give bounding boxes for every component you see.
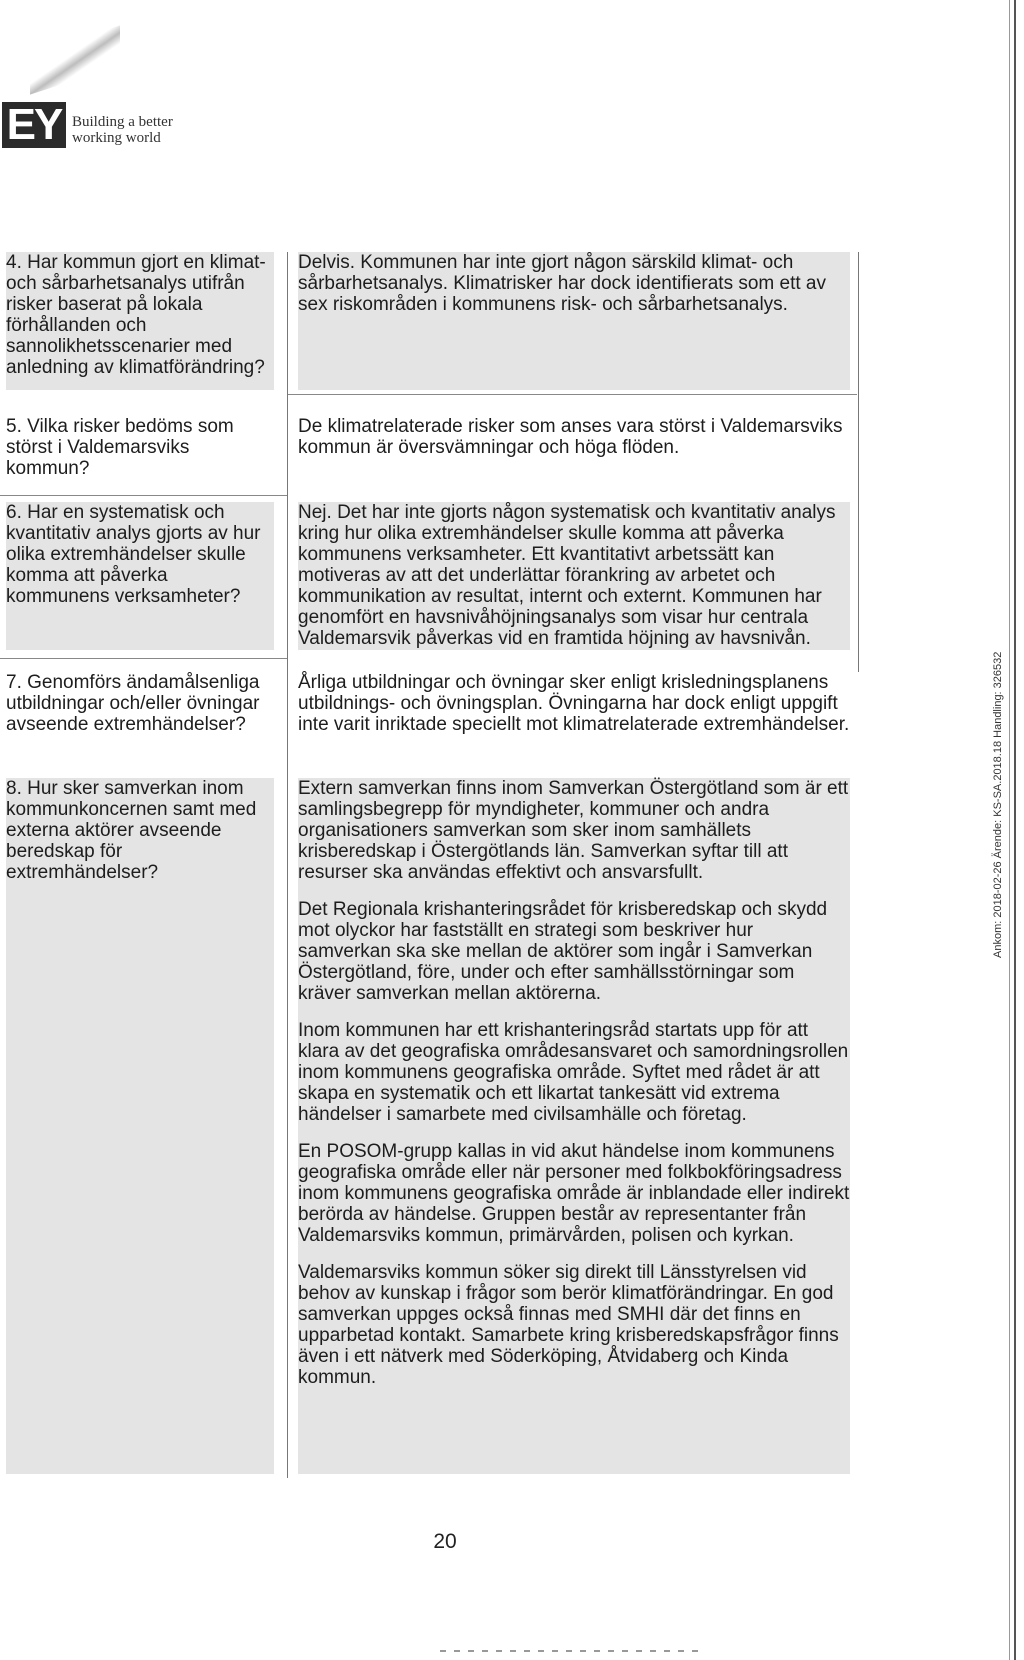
ey-logo: EY <box>2 102 66 148</box>
margin-stamp: Ankom: 2018-02-26 Ärende: KS-SA.2018.18 Handling: 326532 <box>992 651 1004 958</box>
row-divider <box>0 658 287 659</box>
page-number: 20 <box>433 1530 457 1553</box>
answer-paragraph: Årliga utbildningar och övningar sker enligt krisledningsplanens utbildnings- och övningsplan. Övningarna har dock enligt uppgift inte varit inriktade speciellt mot klimatrelaterade extremhändelser. <box>298 672 850 735</box>
logo-tagline <box>72 114 212 146</box>
logo-tagline-line2: working world <box>72 130 161 146</box>
table-row <box>0 252 860 392</box>
answer-paragraph: En POSOM-grupp kallas in vid akut händelse inom kommunens geografiska område eller när personer med folkbokföringsadress inom kommunens geografiska område är inblandade eller indirekt berörda av händelse. Gruppen består av representanter från Valdemarsviks kommun, primärvården, polisen och kyrkan. <box>298 1141 850 1246</box>
table-row <box>0 672 860 768</box>
table-right-border <box>858 252 859 672</box>
table-row <box>0 416 860 486</box>
answer-cell <box>298 252 850 390</box>
question-cell: 5. Vilka risker bedöms som störst i Valdemarsviks kommun? <box>6 416 234 479</box>
answer-paragraph: Det Regionala krishanteringsrådet för krisberedskap och skydd mot olyckor har fastställt en strategi som beskriver hur samverkan ska ske mellan de aktörer som ingår i Samverkan Östergötland, före, under och efter samhällsstörningar som kräver samverkan mellan aktörerna. <box>298 899 828 1004</box>
row-divider <box>287 394 857 395</box>
question-cell: 6. Har en systematisk och kvantitativ analys gjorts av hur olika extremhändelser skulle komma att påverka kommunens verksamheter? <box>6 502 274 650</box>
answer-cell <box>298 672 850 751</box>
page-edge-line-inner <box>1009 0 1010 1660</box>
table-row <box>0 778 860 1478</box>
answer-paragraph: Extern samverkan finns inom Samverkan Östergötland som är ett samlingsbegrepp för myndigheter, kommuner och andra organisationers samverkan som sker inom samhällets krisberedskap i Östergötlands län. Samverkan syftar till att resurser ska användas effektivt och ansvarsfullt. <box>298 778 849 883</box>
answer-cell <box>298 502 850 650</box>
answer-paragraph: Delvis. Kommunen har inte gjort någon särskild klimat- och sårbarhetsanalys. Klimatrisker har dock identifierats som ett av sex riskområden i kommunens risk- och sårbarhetsanalys. <box>298 252 826 315</box>
page-edge-line <box>1014 0 1016 1660</box>
question-cell: 7. Genomförs ändamålsenliga utbildningar och/eller övningar avseende extremhändelser? <box>6 672 260 735</box>
column-divider <box>287 252 288 1478</box>
answer-cell <box>298 778 850 1474</box>
question-cell: 4. Har kommun gjort en klimat- och sårbarhetsanalys utifrån risker baserat på lokala förhållanden och sannolikhetsscenarier med anledning av klimatförändring? <box>6 252 274 390</box>
answer-paragraph: Valdemarsviks kommun söker sig direkt till Länsstyrelsen vid behov av kunskap i frågor som berör klimatförändringar. En god samverkan uppges också finnas med SMHI där det finns en upparbetad kontakt. Samarbete kring krisberedskapsfrågor finns även i ett nätverk med Söderköping, Åtvidaberg och Kinda kommun. <box>298 1262 839 1388</box>
logo-tagline-line1: Building a better <box>72 114 173 130</box>
table-row <box>0 502 860 652</box>
scan-artifact <box>440 1650 700 1652</box>
answer-cell <box>298 416 850 474</box>
question-cell: 8. Hur sker samverkan inom kommunkoncernen samt med externa aktörer avseende beredskap för extremhändelser? <box>6 778 274 1474</box>
answer-paragraph: Inom kommunen har ett krishanteringsråd startats upp för att klara av det geografiska områdesansvaret och samordningsrollen inom kommunens geografiska område. Syftet med rådet är att skapa en systematik och ett likartat tankesätt vid extrema händelser i samarbete med civilsamhälle och företag. <box>298 1020 849 1125</box>
logo-beam-icon <box>30 25 120 94</box>
answer-paragraph: De klimatrelaterade risker som anses vara störst i Valdemarsviks kommun är översvämningar och höga flöden. <box>298 416 843 458</box>
row-divider <box>0 495 287 496</box>
answer-paragraph: Nej. Det har inte gjorts någon systematisk och kvantitativ analys kring hur olika extremhändelser skulle komma att påverka kommunens verksamheter. Ett kvantitativt arbetssätt kan motiveras av att det underlättar förankring av arbetet och kommunikation av resultat, internt och externt. Kommunen har genomfört en havsnivåhöjningsanalys som visar hur centrala Valdemarsvik påverkas vid en framtida höjning av havsnivån. <box>298 502 836 649</box>
